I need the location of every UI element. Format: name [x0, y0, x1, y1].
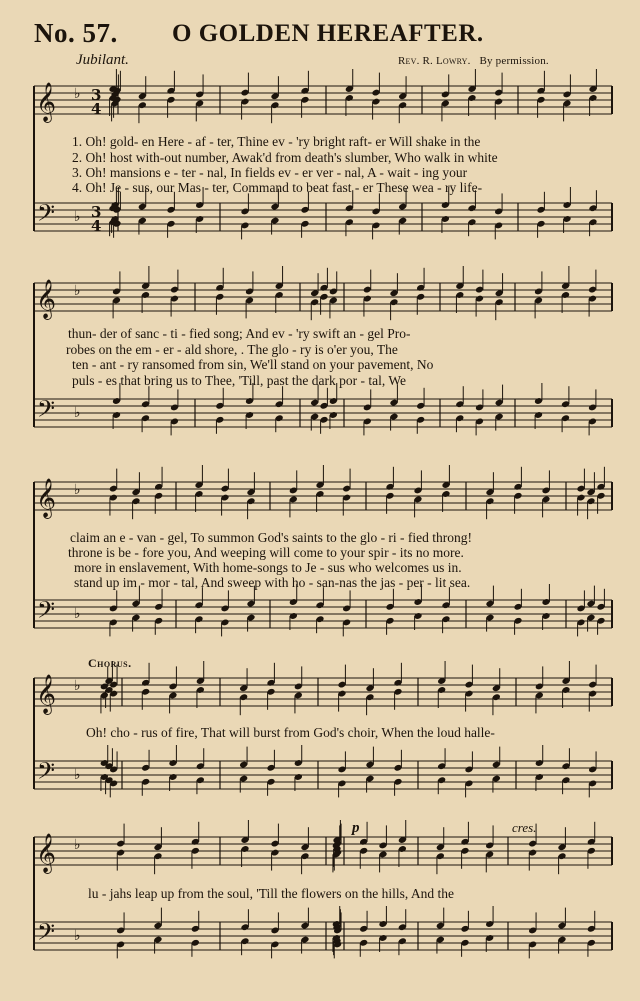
lyric-line: thun- der of sanc - ti - fied song; And ev - 'ry swift an - gel Pro-: [68, 326, 411, 341]
time-sig-top: 3: [91, 203, 102, 221]
key-flat: ♭: [74, 405, 81, 421]
lyric-line: 3. Oh! mansions e - ter - nal, In fields ev - er ver - nal, A - wait - ing your: [72, 165, 468, 180]
key-flat: ♭: [74, 209, 81, 225]
bass-clef: 𝄢: [37, 596, 56, 629]
lyric-line: throne is be - fore you, And weeping will come to your spir - its no more.: [68, 545, 464, 560]
credit-author: Rev. R. Lowry.: [398, 55, 471, 67]
key-flat: ♭: [74, 86, 81, 102]
dynamic-piano: p: [352, 820, 360, 836]
key-flat: ♭: [74, 767, 81, 783]
lyric-line: 1. Oh! gold- en Here - af - ter, Thine ev - 'ry bright raft- er Will shake in the: [72, 134, 481, 149]
treble-clef: 𝄞: [36, 833, 57, 873]
lyric-line: Oh! cho - rus of fire, That will burst from God's choir, When the loud halle-: [86, 725, 495, 740]
lyric-line: ten - ant - ry ransomed from sin, We'll stand on your pavement, No: [72, 357, 434, 372]
bass-clef: 𝄢: [37, 395, 56, 428]
key-flat: ♭: [74, 283, 81, 299]
lyric-line: lu - jahs leap up from the soul, 'Till the flowers on the hills, And the: [88, 886, 455, 901]
lyric-line: puls - es that bring us to Thee, 'Till, past the dark por - tal, We: [72, 373, 407, 388]
key-flat: ♭: [74, 837, 81, 853]
hymn-number: No. 57.: [34, 18, 118, 48]
dynamic-crescendo: cres.: [512, 820, 537, 835]
credit-permission: By permission.: [479, 55, 549, 67]
treble-clef: 𝄞: [36, 478, 57, 518]
lyric-line: more in enslavement, With home-songs to Je - sus who welcomes us in.: [74, 560, 462, 575]
bass-clef: 𝄢: [37, 199, 56, 232]
hymn-title: O GOLDEN HEREAFTER.: [172, 20, 484, 47]
key-flat: ♭: [74, 928, 81, 944]
treble-clef: 𝄞: [36, 82, 57, 122]
treble-clef: 𝄞: [36, 674, 57, 714]
lyric-line: 2. Oh! host with-out number, Awak'd from death's slumber, Who walk in white: [72, 150, 498, 165]
time-sig-bottom: 4: [91, 217, 102, 235]
lyric-line: claim an e - van - gel, To summon God's saints to the glo - ri - fied throng!: [70, 530, 473, 545]
treble-clef: 𝄞: [36, 279, 57, 319]
tempo-marking: Jubilant.: [76, 52, 129, 68]
lyric-line: 4. Oh! Je - sus, our Mas - ter, Command to beat fast - er These wea - ry life-: [72, 180, 483, 195]
key-flat: ♭: [74, 482, 81, 498]
lyric-line: robes on the em - er - ald shore, . The glo - ry is o'er you, The: [66, 342, 398, 357]
bass-clef: 𝄢: [37, 918, 56, 951]
key-flat: ♭: [74, 606, 81, 622]
chorus-label: Chorus.: [88, 656, 132, 670]
time-sig-bottom: 4: [91, 100, 102, 118]
lyric-line: stand up im - mor - tal, And sweep with ho - san-nas the jas - per - lit sea.: [74, 575, 471, 590]
bass-clef: 𝄢: [37, 757, 56, 790]
time-sig-top: 3: [91, 86, 102, 104]
key-flat: ♭: [74, 678, 81, 694]
